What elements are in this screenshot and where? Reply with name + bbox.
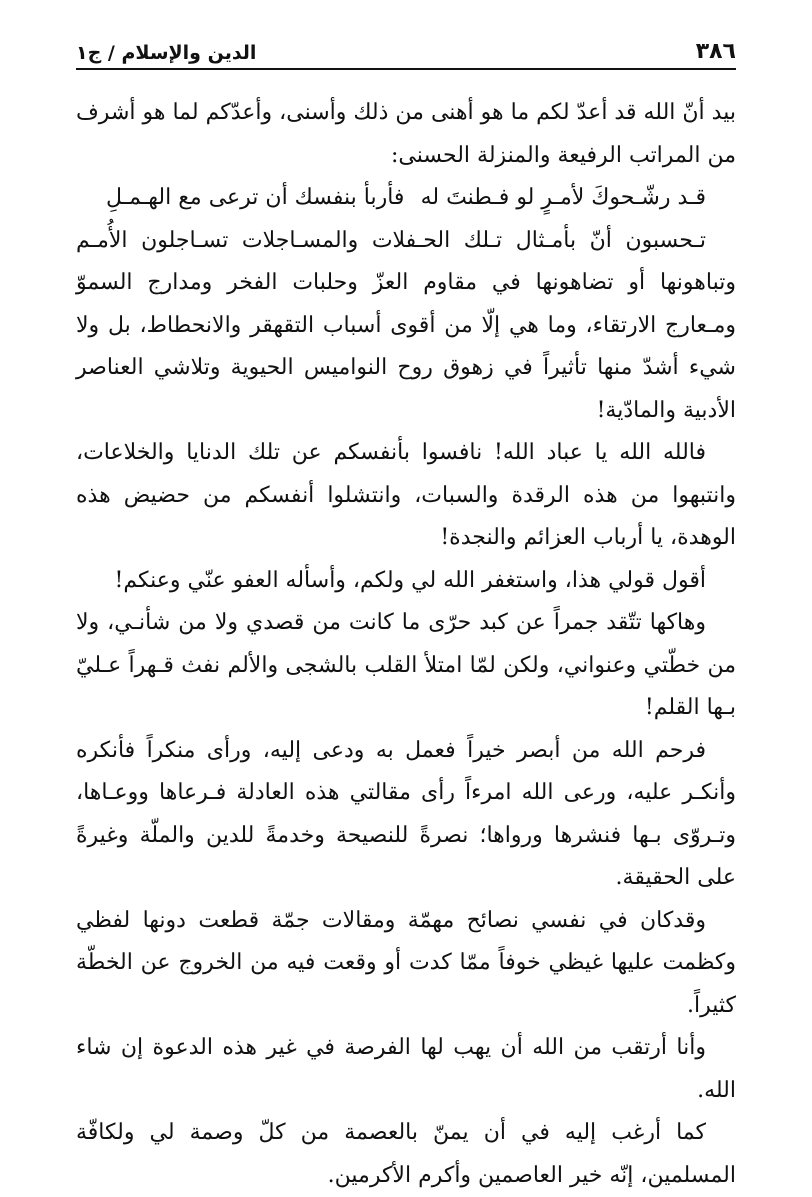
- poetry-verse: [76, 177, 736, 220]
- paragraph-5: وهاكها تتّقد جمراً عن كبد حرّى ما كانت من قصدي ولا من شأنـي، ولا من خطّتي وعنواني، ولكن لمّا امتلأ القلب بالشجى والألم نفث قـهراً عـليّ بـها القلم!: [76, 610, 736, 720]
- paragraph-8: وأنا أرتقب من الله أن يهب لها الفرصة في غير هذه الدعوة إن شاء الله.: [76, 1035, 736, 1103]
- paragraph-6: فرحم الله من أبصر خيراً فعمل به ودعى إليه، ورأى منكراً فأنكره وأنكـر عليه، ورعى الله امرءاً رأى مقالتي هذه العادلة فـرعاها ووعـاها، وتـروّى بـها فنشرها ورواها؛ نصرةً للنصيحة وخدمةً للدين والملّة وغيرةً على الحقيقة.: [76, 737, 736, 890]
- paragraph-9: كما أرغب إليه في أن يمنّ بالعصمة من كلّ وصمة لي ولكافّة المسلمين، إنّه خير العاصمين وأكرم الأكرمين.: [76, 1120, 736, 1188]
- paragraph-7: وقدكان في نفسي نصائح مهمّة ومقالات جمّة قطعت دونها لفظي وكظمت عليها غيظي خوفاً ممّا كدت أو وقعت فيه من الخروج عن الخطّة كثيراً.: [76, 907, 736, 1018]
- verse-left-hemistich: فأربأ بنفسك أن ترعى مع الهـمـلِ: [106, 185, 405, 210]
- paragraph-1: بيد أنّ الله قد أعدّ لكم ما هو أهنى من ذلك وأسنى، وأعدّكم لما هو أشرف من المراتب الرفيعة والمنزلة الحسنى:: [76, 100, 736, 168]
- header-rule: [76, 68, 736, 70]
- paragraph-3: فالله الله يا عباد الله! نافسوا بأنفسكم عن تلك الدنايا والخلاعات، وانتبهوا من هذه الرقدة والسبات، وانتشلوا أنفسكم من حضيض هذه الوهدة، يا أرباب العزائم والنجدة!: [76, 440, 736, 550]
- paragraph-4: أقول قولي هذا، واستغفر الله لي ولكم، وأسأله العفو عنّي وعنكم!: [114, 567, 706, 593]
- paragraph-2: تـحسبون أنّ بأمـثال تـلك الحـفلات والمسـاجلات تسـاجلون الأُمـم وتباهونها أو تضاهونها في مقاوم العزّ وحلبات الفخر ومدارج السموّ ومـعارج الارتقاء، وما هي إلّا من أقوى أسباب التقهقر والانحطاط، بل ولا شيء أشدّ منها تأثيراً في زهوق روح النواميس الحيوية وتلاشي العناصر الأدبية والمادّية!: [76, 227, 736, 423]
- verse-right-hemistich: قـد رشّـحوكَ لأمـرٍ لو فـطنتَ له: [420, 185, 706, 210]
- page-body: [76, 92, 736, 1197]
- page-header: [76, 28, 736, 64]
- running-title: الدين والإسلام / ج١: [76, 42, 257, 64]
- page-number: ٣٨٦: [695, 39, 736, 64]
